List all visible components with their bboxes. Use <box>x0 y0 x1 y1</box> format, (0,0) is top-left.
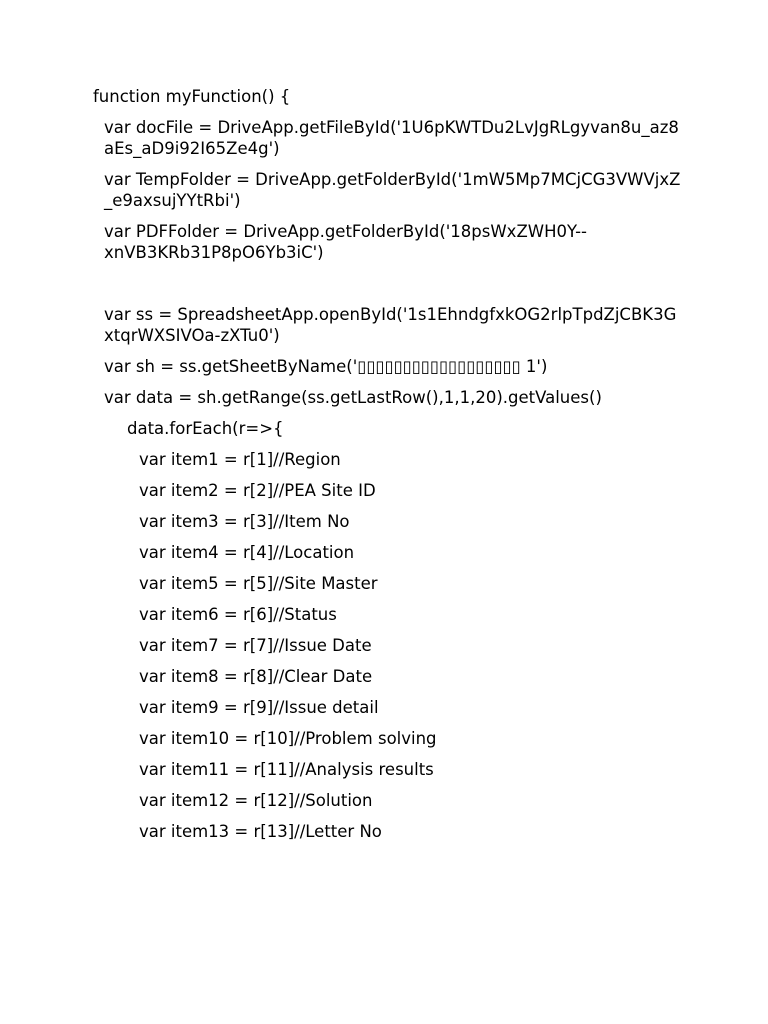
code-line-foreach: data.forEach(r=>{ <box>127 419 284 438</box>
code-line-tempfolder: var TempFolder = DriveApp.getFolderById('1mW5Mp7MCjCG3VWVjxZ_e9axsujYYtRbi') <box>104 170 681 210</box>
code-line-docfile: var docFile = DriveApp.getFileById('1U6pKWTDu2LvJgRLgyvan8u_az8aEs_aD9i92I65Ze4g') <box>104 118 679 158</box>
code-line-spreadsheet: var ss = SpreadsheetApp.openById('1s1EhndgfxkOG2rlpTpdZjCBK3GxtqrWXSIVOa-zXTu0') <box>104 305 677 345</box>
code-line-item: var item7 = r[7]//Issue Date <box>139 636 372 655</box>
code-line-item: var item9 = r[9]//Issue detail <box>139 698 379 717</box>
code-line-sheet: var sh = ss.getSheetByName('▯▯▯▯▯▯▯▯▯▯▯▯▯▯▯▯▯▯ 1') <box>104 357 548 376</box>
blank-line <box>93 273 683 304</box>
code-line-item: var item11 = r[11]//Analysis results <box>139 760 434 779</box>
code-line-pdffolder: var PDFFolder = DriveApp.getFolderById('18psWxZWH0Y--xnVB3KRb31P8pO6Yb3iC') <box>104 222 588 262</box>
code-line-item: var item1 = r[1]//Region <box>139 450 341 469</box>
code-line-function-declaration: function myFunction() { <box>93 87 291 106</box>
code-line-item: var item3 = r[3]//Item No <box>139 512 350 531</box>
code-line-item: var item6 = r[6]//Status <box>139 605 337 624</box>
code-line-item: var item8 = r[8]//Clear Date <box>139 667 373 686</box>
code-line-item: var item5 = r[5]//Site Master <box>139 574 378 593</box>
code-line-item: var item13 = r[13]//Letter No <box>139 822 382 841</box>
code-line-item: var item4 = r[4]//Location <box>139 543 355 562</box>
code-line-item: var item2 = r[2]//PEA Site ID <box>139 481 376 500</box>
code-line-item: var item12 = r[12]//Solution <box>139 791 373 810</box>
code-line-data: var data = sh.getRange(ss.getLastRow(),1,1,20).getValues() <box>104 388 602 407</box>
code-block <box>93 86 683 852</box>
code-line-item: var item10 = r[10]//Problem solving <box>139 729 437 748</box>
